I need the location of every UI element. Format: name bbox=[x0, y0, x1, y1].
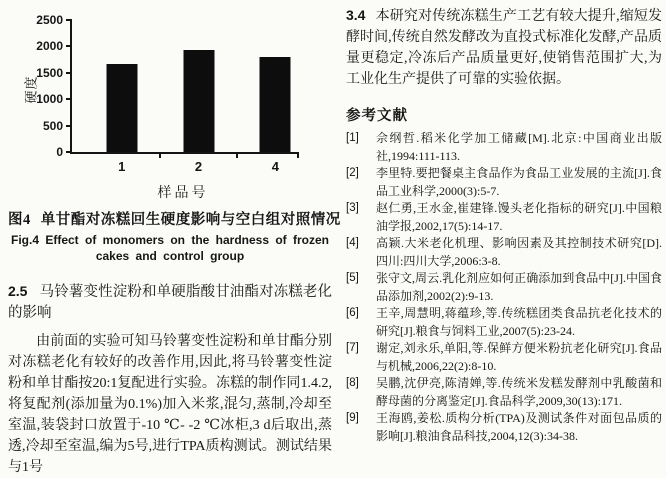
section-2-5-body: 由前面的实验可知马铃薯变性淀粉和单甘酯分别对冻糕老化有较好的改善作用,因此,将马铃薯变性淀粉和单甘酯按20:1复配进行实验。冻糕的制作同1.4.2,将复配剂(添加量为0.1%)加入米浆,混匀,蒸制,冷却至室温,装袋封口放置于-10 ℃- -2 ℃冰柜,3 d后取出,蒸透,冷却至室温,编为5号,进行TPA质构测试。测试结果与1号 bbox=[8, 334, 332, 475]
reference-item bbox=[346, 270, 662, 305]
section-2-5-paragraph bbox=[8, 331, 332, 478]
reference-text: 高颖.大米老化机理、影响因素及其控制技术研究[D].四川:四川大学,2006:3-8. bbox=[376, 236, 662, 268]
reference-text: 李里特.要把餐桌主食品作为食品工业发展的主流[J].食品工业科学,2000(3):5-7. bbox=[376, 166, 662, 198]
x-tick-label: 4 bbox=[271, 159, 280, 174]
figure4-caption bbox=[8, 208, 341, 264]
bar-sample-4 bbox=[260, 57, 291, 152]
section-2-5-title: 马铃薯变性淀粉和单硬脂酸甘油酯对冻糕老化的影响 bbox=[8, 284, 332, 321]
figure4-caption-en-line2: cakes and control group bbox=[95, 249, 245, 263]
x-tick-label: 2 bbox=[194, 159, 203, 174]
y-tick-mark bbox=[66, 98, 72, 100]
x-tick-mark bbox=[236, 152, 238, 158]
reference-text: 谢定,刘永乐,单阳,等.保鲜方便米粉抗老化研究[J].食品与机械,2006,22(2):8-10. bbox=[376, 341, 662, 373]
reference-item bbox=[346, 130, 662, 165]
right-column bbox=[332, 4, 662, 469]
reference-number: [8] bbox=[346, 377, 359, 389]
reference-number: [7] bbox=[346, 342, 359, 354]
reference-number: [2] bbox=[346, 167, 359, 179]
y-tick-label: 500 bbox=[42, 118, 63, 133]
reference-text: 佘纲哲.稻米化学加工储藏[M].北京:中国商业出版社,1994:111-113. bbox=[376, 131, 662, 163]
y-tick-label: 0 bbox=[56, 145, 63, 159]
section-3-4-number: 3.4 bbox=[346, 7, 366, 23]
reference-text: 赵仁勇,王水金,崔建锋.馒头老化指标的研究[J].中国粮油学报,2002,17(5):14-17. bbox=[376, 201, 662, 233]
reference-number: [4] bbox=[346, 237, 359, 249]
figure4-caption-en-line1: Fig.4 Effect of monomers on the hardness of frozen bbox=[10, 233, 330, 247]
references-header: 参考文献 bbox=[346, 108, 408, 124]
references-list bbox=[346, 130, 662, 445]
figure4-caption-en bbox=[8, 232, 332, 264]
y-tick-label: 1500 bbox=[36, 65, 63, 80]
reference-item bbox=[346, 165, 662, 200]
reference-text: 吴鹏,沈伊亮,陈清婵,等.传统米发糕发酵剂中乳酸菌和酵母菌的分离鉴定[J].食品科学,2009,30(13):171. bbox=[376, 376, 662, 408]
reference-item bbox=[346, 235, 662, 270]
bar-sample-2 bbox=[183, 50, 214, 152]
reference-item bbox=[346, 410, 662, 445]
section-2-5-heading bbox=[8, 282, 332, 324]
reference-item bbox=[346, 200, 662, 235]
reference-item bbox=[346, 375, 662, 410]
reference-text: 王海鸥,姜松.质构分析(TPA)及测试条件对面包品质的影响[J].粮油食品科技,2004,12(3):34-38. bbox=[376, 411, 662, 443]
bar-sample-1 bbox=[106, 64, 137, 152]
left-column bbox=[6, 4, 341, 475]
reference-item bbox=[346, 340, 662, 375]
reference-number: [6] bbox=[346, 307, 359, 319]
x-tick-mark bbox=[297, 152, 299, 158]
reference-number: [1] bbox=[346, 132, 359, 144]
y-tick-mark bbox=[66, 19, 72, 21]
x-tick-mark bbox=[159, 152, 161, 158]
plot-area bbox=[36, 13, 298, 174]
reference-item bbox=[346, 305, 662, 340]
y-tick-mark bbox=[66, 72, 72, 74]
reference-number: [9] bbox=[346, 412, 359, 424]
section-3-4-paragraph bbox=[346, 6, 662, 90]
reference-text: 张守文,周云.乳化剂应如何正确添加到食品中[J].中国食品添加剂,2002(2):9-13. bbox=[376, 271, 662, 303]
x-tick-label: 1 bbox=[118, 159, 126, 174]
y-tick-label: 2500 bbox=[36, 13, 63, 27]
y-tick-label: 1000 bbox=[36, 92, 63, 107]
figure4-number: 图4 bbox=[8, 212, 31, 228]
y-tick-label: 2000 bbox=[36, 39, 63, 54]
chart-y-axis-title: 硬度 bbox=[23, 75, 39, 104]
y-tick-mark bbox=[66, 45, 72, 47]
reference-number: [3] bbox=[346, 202, 359, 214]
figure4-caption-zh-text: 单甘酯对冻糕回生硬度影响与空白组对照情况 bbox=[40, 212, 341, 228]
reference-number: [5] bbox=[346, 272, 359, 284]
section-3-4-body: 本研究对传统冻糕生产工艺有较大提升,缩短发酵时间,传统自然发酵改为直投式标准化发酵,产品质量更稳定,冷冻后产品质量更好,使销售范围扩大,为工业化生产提供了可靠的实验依据。 bbox=[346, 9, 662, 87]
y-tick-mark bbox=[66, 151, 72, 153]
figure4-caption-zh bbox=[8, 208, 341, 229]
figure4-bar-chart bbox=[8, 6, 332, 202]
reference-text: 王辛,周慧明,蒋蕴珍,等.传统糕团类食品抗老化技术的研究[J].粮食与饲料工业,2007(5):23-24. bbox=[376, 306, 662, 338]
chart-x-axis-title: 样品号 bbox=[157, 186, 209, 201]
y-tick-mark bbox=[66, 125, 72, 127]
section-2-5-number: 2.5 bbox=[8, 283, 28, 299]
